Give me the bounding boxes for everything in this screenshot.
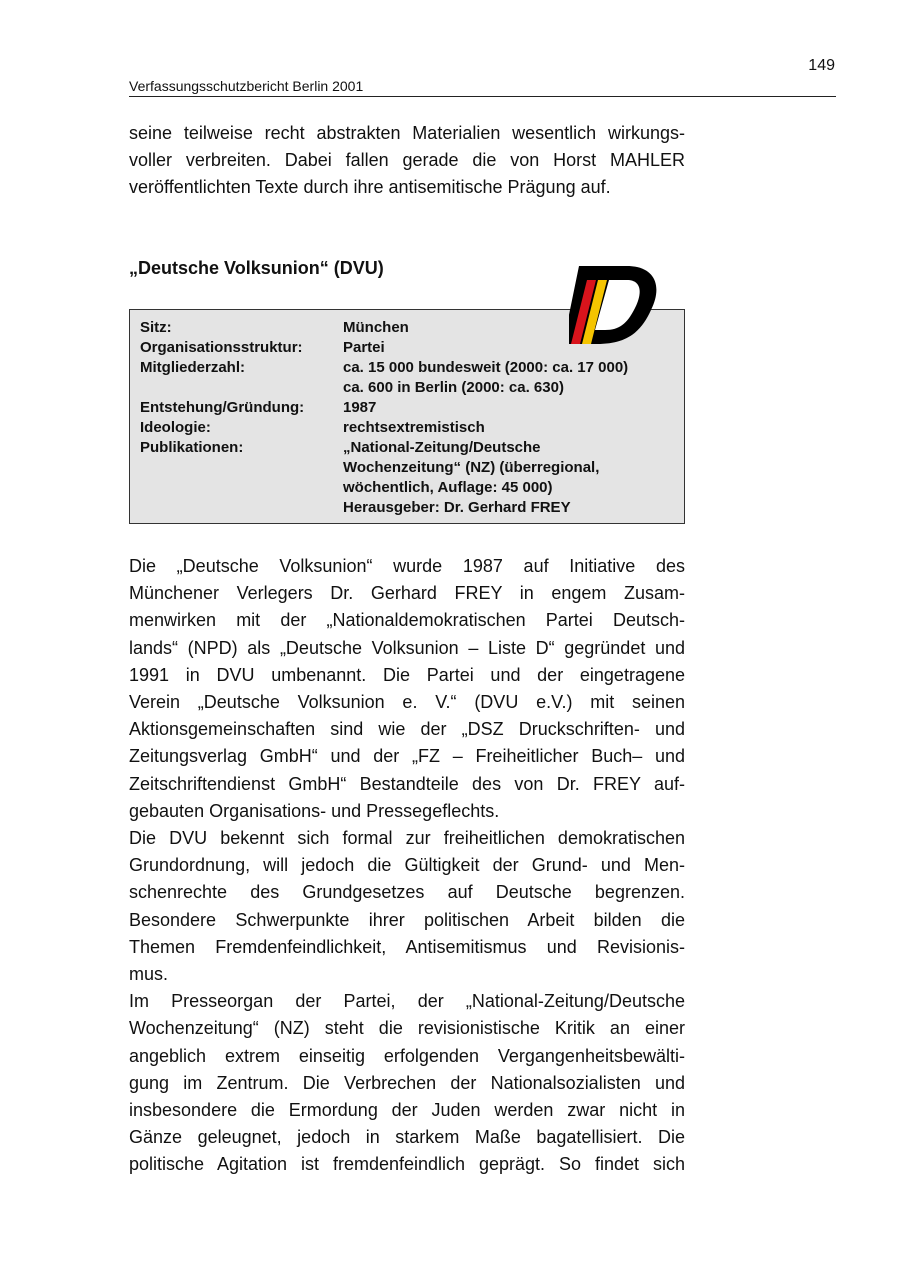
fact-label: Sitz: <box>140 319 172 336</box>
text-line: mus. <box>129 964 169 985</box>
fact-row <box>130 418 684 438</box>
fact-label: Publikationen: <box>140 439 244 456</box>
fact-row <box>130 398 684 418</box>
fact-value: „National-Zeitung/Deutsche <box>343 439 541 456</box>
text-line: Münchener Verlegers Dr. Gerhard FREY in engem Zusam- <box>129 583 685 604</box>
body-paragraph <box>129 553 685 825</box>
text-line: Wochenzeitung“ (NZ) steht die revisionistische Kritik an einer <box>129 1018 685 1039</box>
text-line: Verein „Deutsche Volksunion e. V.“ (DVU e.V.) mit seinen <box>129 692 685 713</box>
text-line: voller verbreiten. Dabei fallen gerade die von Horst MAHLER <box>129 150 685 171</box>
intro-paragraph <box>129 120 685 202</box>
text-line: lands“ (NPD) als „Deutsche Volksunion – Liste D“ gegründet und <box>129 637 685 658</box>
fact-row <box>130 438 684 518</box>
text-line: Die „Deutsche Volksunion“ wurde 1987 auf Initiative des <box>129 556 685 576</box>
body-text <box>129 553 685 1179</box>
body-paragraph <box>129 988 685 1178</box>
fact-value: 1987 <box>343 399 377 416</box>
text-line: schenrechte des Grundgesetzes auf Deutsche begrenzen. <box>129 882 685 903</box>
fact-label: Organisationsstruktur: <box>140 339 303 356</box>
fact-value: ca. 15 000 bundesweit (2000: ca. 17 000) <box>343 359 629 376</box>
text-line: politische Agitation ist fremdenfeindlich geprägt. So findet sich <box>129 1154 685 1175</box>
fact-value: wöchentlich, Auflage: 45 000) <box>343 479 553 496</box>
section-heading: „Deutsche Volksunion“ (DVU) <box>129 258 384 278</box>
dvu-logo-icon <box>569 266 659 346</box>
text-line: gebauten Organisations- und Pressegeflechts. <box>129 800 500 821</box>
fact-value: ca. 600 in Berlin (2000: ca. 630) <box>343 379 564 396</box>
text-line: Gänze geleugnet, jedoch in starkem Maße bagatellisiert. Die <box>129 1127 685 1148</box>
text-line: Besondere Schwerpunkte ihrer politischen Arbeit bilden die <box>129 909 685 930</box>
fact-values <box>343 398 684 418</box>
text-line: Im Presseorgan der Partei, der „National-Zeitung/Deutsche <box>129 991 685 1012</box>
text-line: Zeitungsverlag GmbH“ und der „FZ – Freiheitlicher Buch– und <box>129 746 685 767</box>
body-paragraph <box>129 825 685 988</box>
fact-value: Wochenzeitung“ (NZ) (überregional, <box>343 459 600 476</box>
text-line: Aktionsgemeinschaften sind wie der „DSZ Druckschriften- und <box>129 719 685 740</box>
text-line: Themen Fremdenfeindlichkeit, Antisemitismus und Revisionis- <box>129 936 685 957</box>
page-number: 149 <box>808 57 835 74</box>
running-header: Verfassungsschutzbericht Berlin 2001 <box>129 78 836 97</box>
text-line: insbesondere die Ermordung der Juden werden zwar nicht in <box>129 1100 685 1121</box>
fact-label: Ideologie: <box>140 419 211 436</box>
text-line: veröffentlichten Texte durch ihre antisemitische Prägung auf. <box>129 177 611 198</box>
text-line: angeblich extrem einseitig erfolgenden Vergangenheitsbewälti- <box>129 1045 685 1066</box>
text-line: gung im Zentrum. Die Verbrechen der Nationalsozialisten und <box>129 1072 685 1093</box>
fact-value: Partei <box>343 339 385 356</box>
text-line: menwirken mit der „Nationaldemokratischen Partei Deutsch- <box>129 610 685 631</box>
fact-label: Mitgliederzahl: <box>140 359 246 376</box>
text-line: 1991 in DVU umbenannt. Die Partei und der eingetragene <box>129 664 685 685</box>
fact-values <box>343 418 684 438</box>
text-line: Zeitschriftendienst GmbH“ Bestandteile des von Dr. FREY auf- <box>129 773 685 794</box>
text-line: Die DVU bekennt sich formal zur freiheitlichen demokratischen <box>129 828 685 849</box>
fact-value: München <box>343 319 409 336</box>
fact-values <box>343 438 684 518</box>
text-line: seine teilweise recht abstrakten Materialien wesentlich wirkungs- <box>129 123 685 143</box>
fact-values <box>343 358 684 398</box>
text-line: Grundordnung, will jedoch die Gültigkeit der Grund- und Men- <box>129 855 685 876</box>
fact-row <box>130 358 684 398</box>
fact-value: Herausgeber: Dr. Gerhard FREY <box>343 499 571 516</box>
fact-label: Entstehung/Gründung: <box>140 399 305 416</box>
fact-value: rechtsextremistisch <box>343 419 485 436</box>
